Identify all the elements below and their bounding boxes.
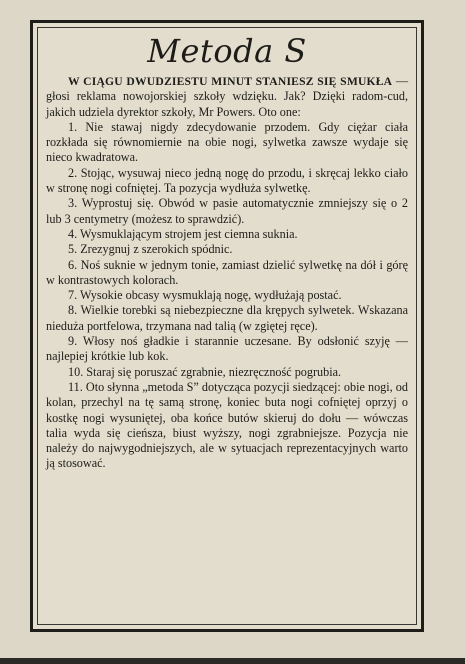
article-lead xyxy=(46,74,408,120)
article-lead-caps: W CIĄGU DWUDZIESTU MINUT STANIESZ SIĘ SMUKŁA xyxy=(68,75,393,88)
advice-item-9: 9. Włosy noś gładkie i starannie uczesane. By odsłonić szyję — najlepiej krótkie lub kok. xyxy=(46,334,408,364)
advice-item-7: 7. Wysokie obcasy wysmuklają nogę, wydłużają postać. xyxy=(68,288,342,303)
page-bottom-edge xyxy=(0,658,465,664)
advice-item-3: 3. Wyprostuj się. Obwód w pasie automatycznie zmniejszy się o 2 lub 3 centymetry (możesz to sprawdzić). xyxy=(46,196,408,226)
advice-item-4: 4. Wysmuklającym strojem jest ciemna suknia. xyxy=(68,226,298,241)
article-content xyxy=(46,24,408,472)
advice-item-5: 5. Zrezygnuj z szerokich spódnic. xyxy=(68,242,233,257)
advice-item-11: 11. Oto słynna „metoda S” dotycząca pozycji siedzącej: obie nogi, od kolan, przechyl na tę samą stronę, koniec buta nogi cofniętej oprzyj o kostkę nogi wysuniętej, oba końce butów skieruj do dołu — wówczas talia wyda się cieńsza, biust wyższy, nogi zgrabniejsze. Pozycja nie należy do najwygodniejszych, ale w sytuacjach reprezentacyjnych warto ją stosować. xyxy=(46,379,408,471)
advice-item-10: 10. Staraj się poruszać zgrabnie, niezręczność pogrubia. xyxy=(68,364,342,379)
article-lead-text: — głosi reklama nowojorskiej szkoły wdzięku. Jak? Dzięki radom-cud, jakich udziela dyrektor szkoły, Mr Powers. Oto one: xyxy=(46,74,408,119)
advice-item-8: 8. Wielkie torebki są niebezpieczne dla krępych sylwetek. Wskazana nieduża portfelowa, trzymana nad talią (w zgiętej ręce). xyxy=(46,303,408,333)
article-title: Metoda S xyxy=(147,32,307,70)
advice-item-1: 1. Nie stawaj nigdy zdecydowanie przodem. Gdy ciężar ciała rozkłada się równomiernie na obie nogi, sylwetka zawsze wydaje się nieco kwadratowa. xyxy=(46,119,408,165)
advice-item-2: 2. Stojąc, wysuwaj nieco jedną nogę do przodu, i skręcaj lekko ciało w stronę nogi cofniętej. Ta pozycja wydłuża sylwetkę. xyxy=(46,165,408,196)
advice-item-6: 6. Noś suknie w jednym tonie, zamiast dzielić sylwetkę na dół i górę w kontrastowych kolorach. xyxy=(46,257,408,287)
